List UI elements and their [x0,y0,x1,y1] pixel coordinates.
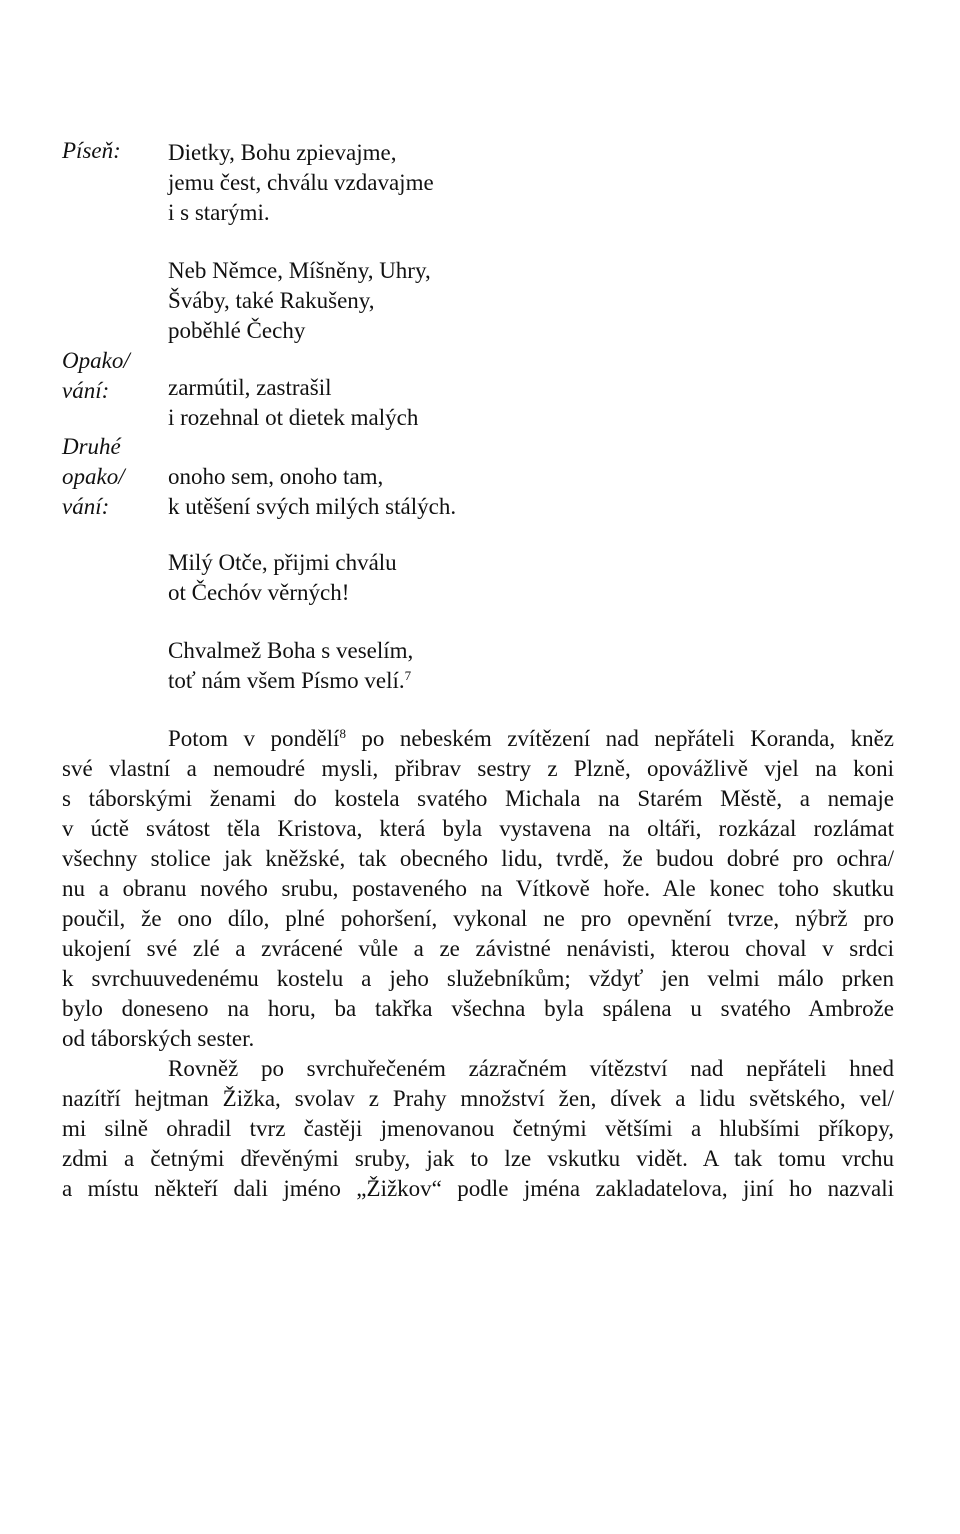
song-label: Píseň: [62,138,121,163]
paragraph-line: poučil, že ono dílo, plné pohoršení, vykonal ne pro opevnění tvrze, nýbrž pro [62,906,894,931]
paragraph-line: ukojení své zlé a zvrácené vůle a ze závistné nenávisti, kterou choval v srdci [62,936,894,961]
paragraph-text: Potom v pondělí [168,726,340,751]
paragraph-line: své vlastní a nemoudré mysli, přibrav sestry z Plzně, opovážlivě vjel na koni [62,756,894,781]
refrain-label-line-2: vání: [62,378,110,403]
second-refrain-label-line-1: Druhé [62,434,121,459]
verse-line: Neb Němce, Míšněny, Uhry, [168,258,431,283]
paragraph-line [168,724,894,754]
paragraph-line: nu a obranu nového srubu, postaveného na Vítkově hoře. Ale konec toho skutku [62,876,894,901]
refrain-line: zarmútil, zastrašil [168,375,332,400]
second-refrain-line: onoho sem, onoho tam, [168,464,384,489]
verse-line: Šváby, také Rakušeny, [168,288,375,313]
paragraph-line: k svrchuuvedenému kostelu a jeho služebníkům; vždyť jen velmi málo prken [62,966,894,991]
second-refrain-label-line-2: opako/ [62,464,125,489]
paragraph-line: Rovněž po svrchuřečeném zázračném vítězství nad nepřáteli hned [168,1056,894,1081]
paragraph-line: od táborských sester. [62,1026,255,1051]
verse-line: Milý Otče, přijmi chválu [168,550,397,575]
paragraph-line: v úctě svátost těla Kristova, která byla vystavena na oltáři, rozkázal rozlámat [62,816,894,841]
second-refrain-line: k utěšení svých milých stálých. [168,494,457,519]
paragraph-line: zdmi a četnými dřevěnými sruby, jak to lze vskutku vidět. A tak tomu vrchu [62,1146,894,1171]
paragraph-line: mi silně ohradil tvrz častěji jmenovanou četnými většími a hlubšími příkopy, [62,1116,894,1141]
paragraph-line: s táborskými ženami do kostela svatého Michala na Starém Městě, a nemaje [62,786,894,811]
refrain-label-line-1: Opako/ [62,348,130,373]
verse-line: poběhlé Čechy [168,318,306,343]
verse-line [168,666,411,696]
verse-text: toť nám všem Písmo velí. [168,668,405,693]
verse-line: Chvalmež Boha s veselím, [168,638,414,663]
verse-line: jemu čest, chválu vzdavajme [168,170,434,195]
paragraph-text: po nebeském zvítězení nad nepřáteli Koranda, kněz [345,726,894,751]
footnote-marker: 7 [404,668,412,683]
verse-line: Dietky, Bohu zpievajme, [168,140,397,165]
verse-line: ot Čechóv věrných! [168,580,350,605]
paragraph-line: bylo doneseno na horu, ba takřka všechna byla spálena u svatého Ambrože [62,996,894,1021]
paragraph-line: všechny stolice jak kněžské, tak obecného lidu, tvrdě, že budou dobré pro ochra/ [62,846,894,871]
footnote-marker: 8 [339,726,346,741]
verse-line: i s starými. [168,200,270,225]
refrain-line: i rozehnal ot dietek malých [168,405,419,430]
paragraph-line: a místu někteří dali jméno „Žižkov“ podle jména zakladatelova, jiní ho nazvali [62,1176,894,1201]
paragraph-line: nazítří hejtman Žižka, svolav z Prahy množství žen, dívek a lidu světského, vel/ [62,1086,894,1111]
second-refrain-label-line-3: vání: [62,494,110,519]
